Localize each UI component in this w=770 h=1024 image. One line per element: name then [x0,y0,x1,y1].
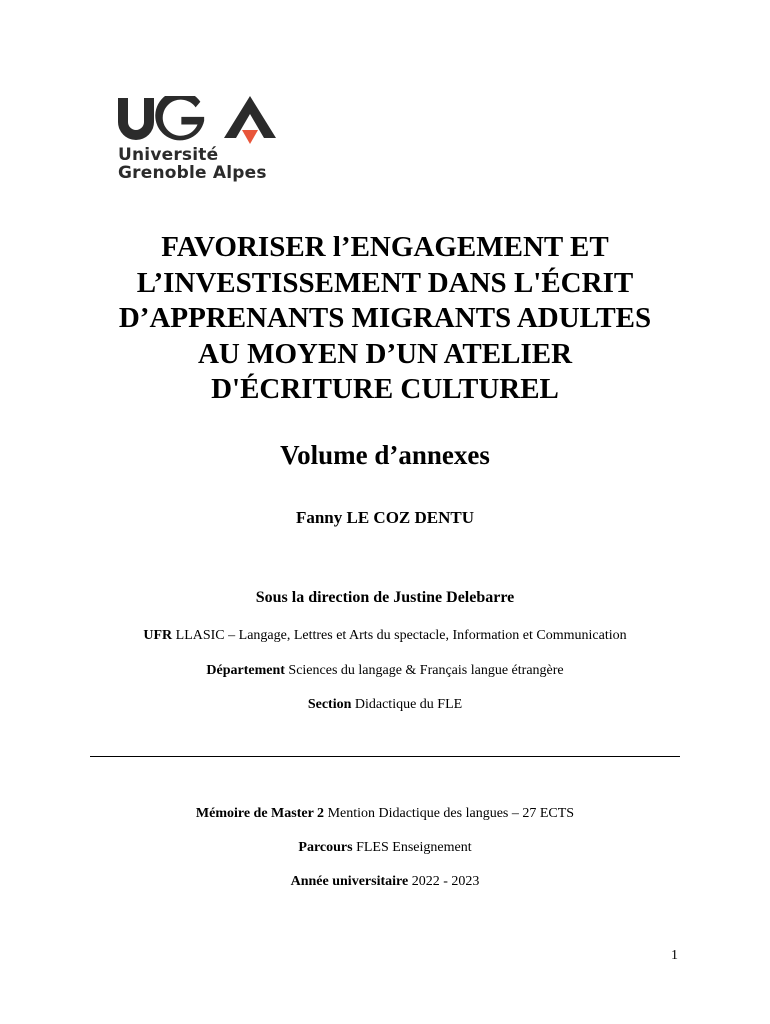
annee-label: Année universitaire [290,874,409,889]
annee-text: 2022 - 2023 [408,874,480,889]
memoire-label: Mémoire de Master 2 [195,806,325,821]
document-title [60,230,710,408]
uga-logo-mark-icon [116,96,281,146]
title-line: L’INVESTISSEMENT DANS L'ÉCRIT [136,266,634,299]
logo-line-grenoble-alpes: Grenoble Alpes [118,163,267,183]
horizontal-divider [90,756,680,757]
parcours-line [0,839,770,857]
ufr-text: LLASIC – Langage, Lettres et Arts du spectacle, Information et Communication [172,628,627,643]
annee-line [0,873,770,891]
memoire-text: Mention Didactique des langues – 27 ECTS [324,806,575,821]
section-label: Section [307,697,352,712]
section-text: Didactique du FLE [351,697,463,712]
parcours-label: Parcours [298,840,353,855]
title-line: D’APPRENANTS MIGRANTS ADULTES [118,302,652,334]
title-line: D'ÉCRITURE CULTUREL [211,373,559,405]
page-number: 1 [671,948,678,963]
logo-line-universite: Université [118,145,219,165]
parcours-text: FLES Enseignement [352,840,472,855]
ufr-line [0,627,770,645]
departement-line [0,662,770,680]
title-line: FAVORISER l’ENGAGEMENT ET [161,231,609,263]
section-line [0,696,770,714]
memoire-line [0,805,770,823]
document-subtitle: Volume d’annexes [280,440,490,470]
title-line: AU MOYEN D’UN ATELIER [197,337,573,370]
thesis-director: Sous la direction de Justine Delebarre [255,589,515,606]
ufr-label: UFR [143,628,173,643]
departement-label: Département [206,663,285,678]
departement-text: Sciences du langage & Français langue étrangère [284,663,564,678]
author-name: Fanny LE COZ DENTU [295,508,475,527]
